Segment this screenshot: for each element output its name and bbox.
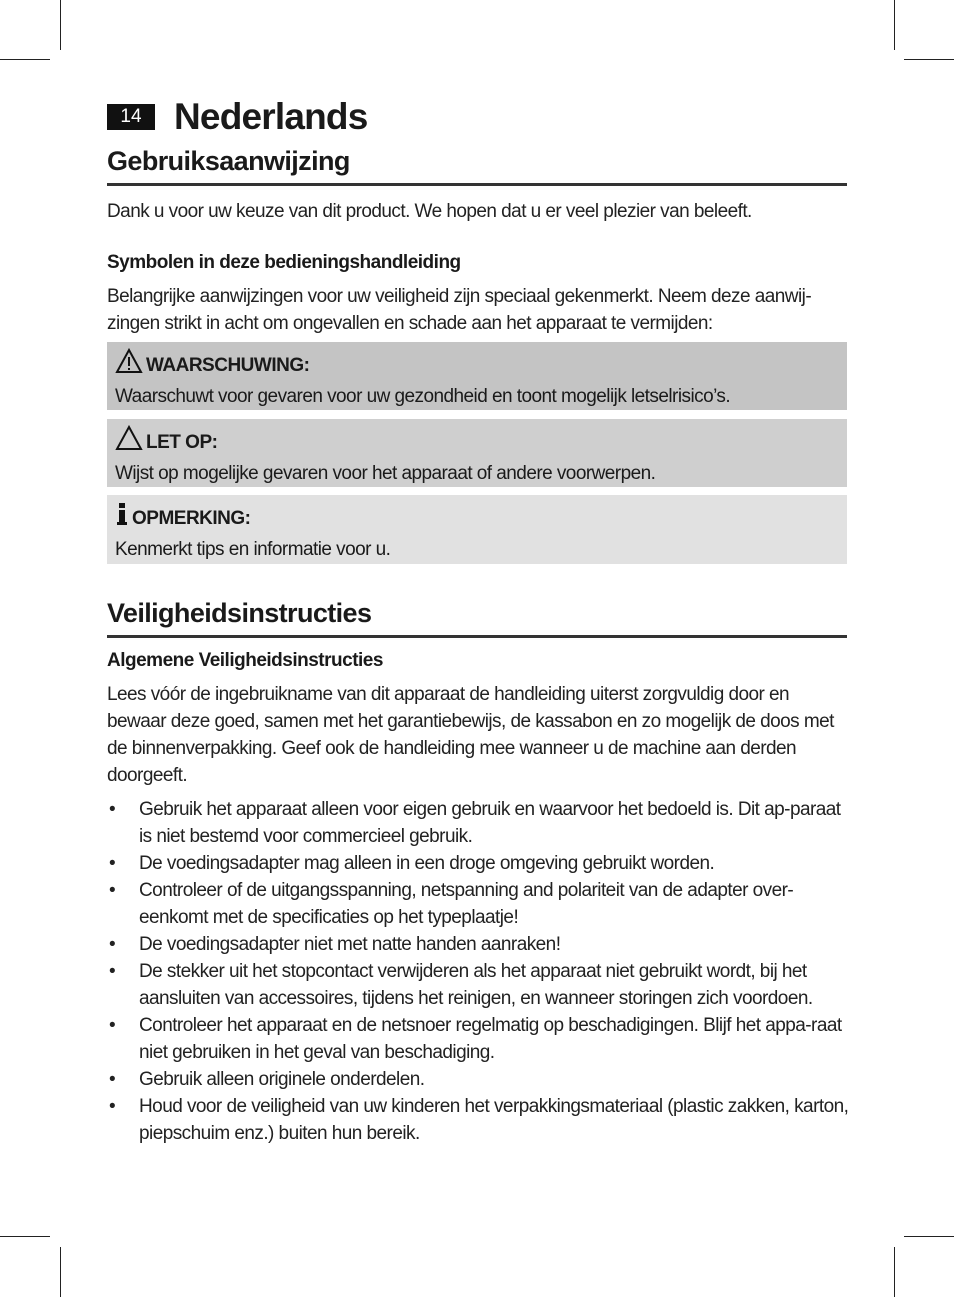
note-box	[107, 495, 847, 564]
caution-triangle-icon	[115, 425, 143, 460]
safety-bullet-list	[107, 796, 852, 1147]
list-item: • De stekker uit het stopcontact verwijderen als het apparaat niet gebruikt wordt, bij het aansluiten van accessoires, tijdens het reinigen, en wanneer storingen zich voordoen.	[109, 961, 813, 1009]
intro-paragraph: Dank u voor uw keuze van dit product. We hopen dat u er veel plezier van beleeft.	[107, 201, 752, 222]
crop-mark	[904, 59, 954, 60]
general-safety-heading: Algemene Veiligheidsinstructies	[107, 650, 383, 671]
crop-mark	[904, 1236, 954, 1237]
caution-box	[107, 419, 847, 487]
list-item: • De voedingsadapter mag alleen in een droge omgeving gebruikt worden.	[109, 853, 715, 874]
section-heading-veiligheidsinstructies: Veiligheidsinstructies	[107, 596, 847, 638]
list-item: • Houd voor de veiligheid van uw kinderen het verpakkingsmateriaal (plastic zakken, karton, piepschuim enz.) buiten hun bereik.	[109, 1096, 849, 1144]
crop-mark	[0, 59, 50, 60]
warning-text: Waarschuwt voor gevaren voor uw gezondheid en toont mogelijk letselrisico’s.	[115, 386, 731, 407]
warning-label: WAARSCHUWING:	[146, 354, 310, 376]
list-item: • De voedingsadapter niet met natte handen aanraken!	[109, 934, 561, 955]
general-safety-paragraph: Lees vóór de ingebruikname van dit apparaat de handleiding uiterst zorgvuldig door en bewaar deze goed, samen met het garantiebewijs, de kassabon en zo mogelijk de doos met de binnenverpakking. Geef ook de handleiding mee wanneer u de machine aan derden doorgeeft.	[107, 684, 834, 786]
page-number: 14	[107, 104, 155, 130]
list-item: • Controleer of de uitgangsspanning, netspanning and polariteit van de adapter over-eenkomt met de specificaties op het typeplaatje!	[109, 880, 794, 928]
crop-mark	[60, 0, 61, 50]
section-heading-gebruiksaanwijzing: Gebruiksaanwijzing	[107, 144, 847, 186]
info-icon	[115, 501, 129, 536]
language-title: Nederlands	[174, 96, 368, 137]
note-label: OPMERKING:	[132, 507, 251, 529]
list-item: • Gebruik het apparaat alleen voor eigen gebruik en waarvoor het bedoeld is. Dit ap-paraat is niet bestemd voor commercieel gebruik.	[109, 799, 841, 847]
symbols-heading: Symbolen in deze bedieningshandleiding	[107, 252, 461, 273]
list-item: • Controleer het apparaat en de netsnoer regelmatig op beschadigingen. Blijf het appa-raat niet gebruiken in het geval van beschadiging.	[109, 1015, 842, 1063]
warning-triangle-icon	[115, 348, 143, 383]
crop-mark	[0, 1236, 50, 1237]
warning-box	[107, 342, 847, 410]
crop-mark	[60, 1247, 61, 1297]
note-text: Kenmerkt tips en informatie voor u.	[115, 539, 391, 560]
caution-label: LET OP:	[146, 431, 218, 453]
caution-text: Wijst op mogelijke gevaren voor het apparaat of andere voorwerpen.	[115, 463, 656, 484]
list-item: • Gebruik alleen originele onderdelen.	[109, 1069, 425, 1090]
symbols-paragraph: Belangrijke aanwijzingen voor uw veiligheid zijn speciaal gekenmerkt. Neem deze aanwij-zingen strikt in acht om ongevallen en schade aan het apparaat te vermijden:	[107, 286, 812, 334]
crop-mark	[894, 0, 895, 50]
crop-mark	[894, 1247, 895, 1297]
